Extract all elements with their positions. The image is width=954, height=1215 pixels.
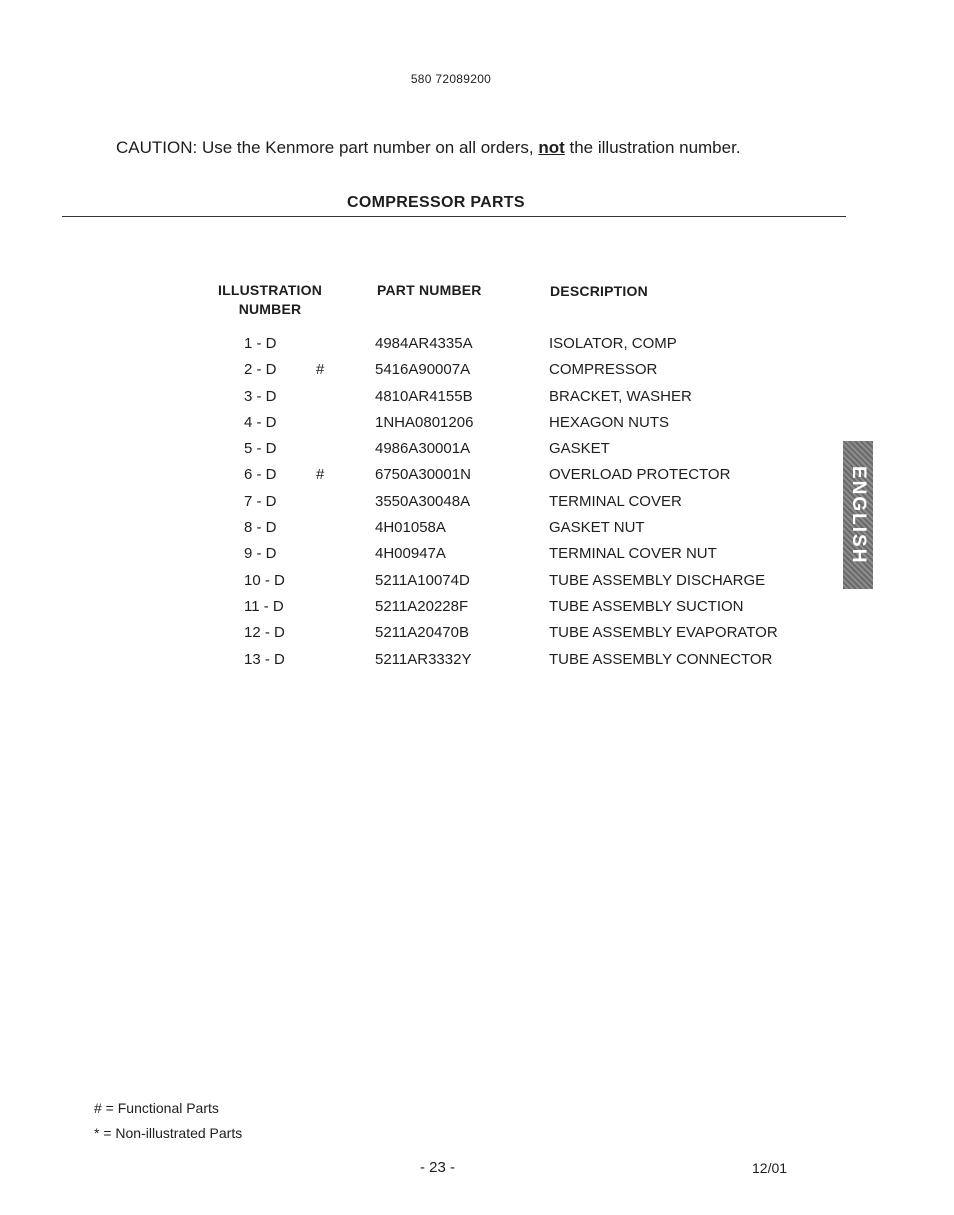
- column-header-part-number: PART NUMBER: [377, 282, 482, 298]
- part-number-cell: 5211A10074D: [375, 571, 470, 589]
- description-cell: GASKET: [549, 440, 610, 458]
- illustration-number-cell: 12 - D: [244, 624, 285, 642]
- illustration-number-cell: 5 - D: [244, 440, 277, 458]
- table-row: [0, 464, 954, 490]
- illustration-number-cell: 13 - D: [244, 650, 285, 668]
- description-cell: OVERLOAD PROTECTOR: [549, 466, 731, 484]
- table-row: [0, 386, 954, 412]
- part-number-cell: 4984AR4335A: [375, 335, 473, 352]
- section-divider: [62, 216, 846, 217]
- column-header-illustration-line2: NUMBER: [238, 301, 302, 317]
- illustration-number-cell: 8 - D: [244, 519, 277, 537]
- column-header-description: DESCRIPTION: [550, 283, 648, 299]
- illustration-number-cell: 1 - D: [244, 335, 277, 352]
- part-number-cell: 4810AR4155B: [375, 387, 473, 405]
- illustration-number-cell: 2 - D: [244, 361, 277, 379]
- functional-flag-cell: #: [316, 466, 325, 484]
- part-number-cell: 3550A30048A: [375, 492, 471, 510]
- caution-emphasis: not: [538, 138, 565, 157]
- description-cell: ISOLATOR, COMP: [549, 335, 677, 352]
- column-header-illustration-number: [218, 281, 322, 319]
- language-tab-label: ENGLISH: [848, 465, 869, 565]
- table-row: [0, 412, 954, 438]
- description-cell: TERMINAL COVER: [549, 492, 682, 510]
- illustration-number-cell: 9 - D: [244, 545, 277, 563]
- functional-flag-cell: #: [316, 361, 325, 379]
- caution-text-suffix: the illustration number.: [564, 138, 741, 157]
- illustration-number-cell: 6 - D: [244, 466, 277, 484]
- illustration-number-cell: 11 - D: [244, 597, 284, 615]
- caution-note: [116, 138, 741, 158]
- page-number: - 23 -: [420, 1159, 456, 1176]
- table-row: [0, 438, 954, 464]
- description-cell: TUBE ASSEMBLY SUCTION: [549, 597, 744, 615]
- legend-functional-parts: # = Functional Parts: [94, 1100, 219, 1116]
- description-cell: TUBE ASSEMBLY CONNECTOR: [549, 650, 773, 668]
- description-cell: HEXAGON NUTS: [549, 413, 670, 431]
- table-row: [0, 622, 954, 648]
- legend-non-illustrated-parts: * = Non-illustrated Parts: [94, 1125, 243, 1141]
- part-number-cell: 4986A30001A: [375, 440, 471, 458]
- part-number-cell: 5416A90007A: [375, 361, 471, 379]
- part-number-cell: 5211AR3332Y: [375, 650, 472, 668]
- revision-date: 12/01: [752, 1160, 788, 1176]
- part-number-cell: 5211A20470B: [375, 624, 469, 642]
- illustration-number-cell: 4 - D: [244, 413, 277, 431]
- description-cell: COMPRESSOR: [549, 361, 658, 379]
- part-number-cell: 6750A30001N: [375, 466, 471, 484]
- table-row: [0, 359, 954, 385]
- illustration-number-cell: 3 - D: [244, 387, 277, 405]
- table-row: [0, 333, 954, 359]
- parts-list: [0, 333, 954, 675]
- section-title: COMPRESSOR PARTS: [347, 194, 525, 211]
- part-number-cell: 1NHA0801206: [375, 413, 474, 431]
- description-cell: BRACKET, WASHER: [549, 387, 692, 405]
- table-row: [0, 596, 954, 622]
- description-cell: TUBE ASSEMBLY EVAPORATOR: [549, 624, 778, 642]
- table-row: [0, 517, 954, 543]
- description-cell: TERMINAL COVER NUT: [549, 545, 717, 563]
- column-header-illustration-line1: ILLUSTRATION: [218, 282, 323, 298]
- table-row: [0, 570, 954, 596]
- table-row: [0, 491, 954, 517]
- part-number-cell: 4H00947A: [375, 545, 446, 563]
- part-number-cell: 4H01058A: [375, 519, 446, 537]
- part-number-cell: 5211A20228F: [375, 597, 469, 615]
- table-row: [0, 649, 954, 675]
- document-number: 580 72089200: [410, 72, 492, 86]
- description-cell: TUBE ASSEMBLY DISCHARGE: [549, 571, 766, 589]
- language-tab: [843, 441, 873, 589]
- table-row: [0, 543, 954, 569]
- illustration-number-cell: 10 - D: [244, 571, 285, 589]
- caution-text-prefix: CAUTION: Use the Kenmore part number on all orders,: [116, 138, 539, 157]
- description-cell: GASKET NUT: [549, 519, 645, 537]
- illustration-number-cell: 7 - D: [244, 492, 277, 510]
